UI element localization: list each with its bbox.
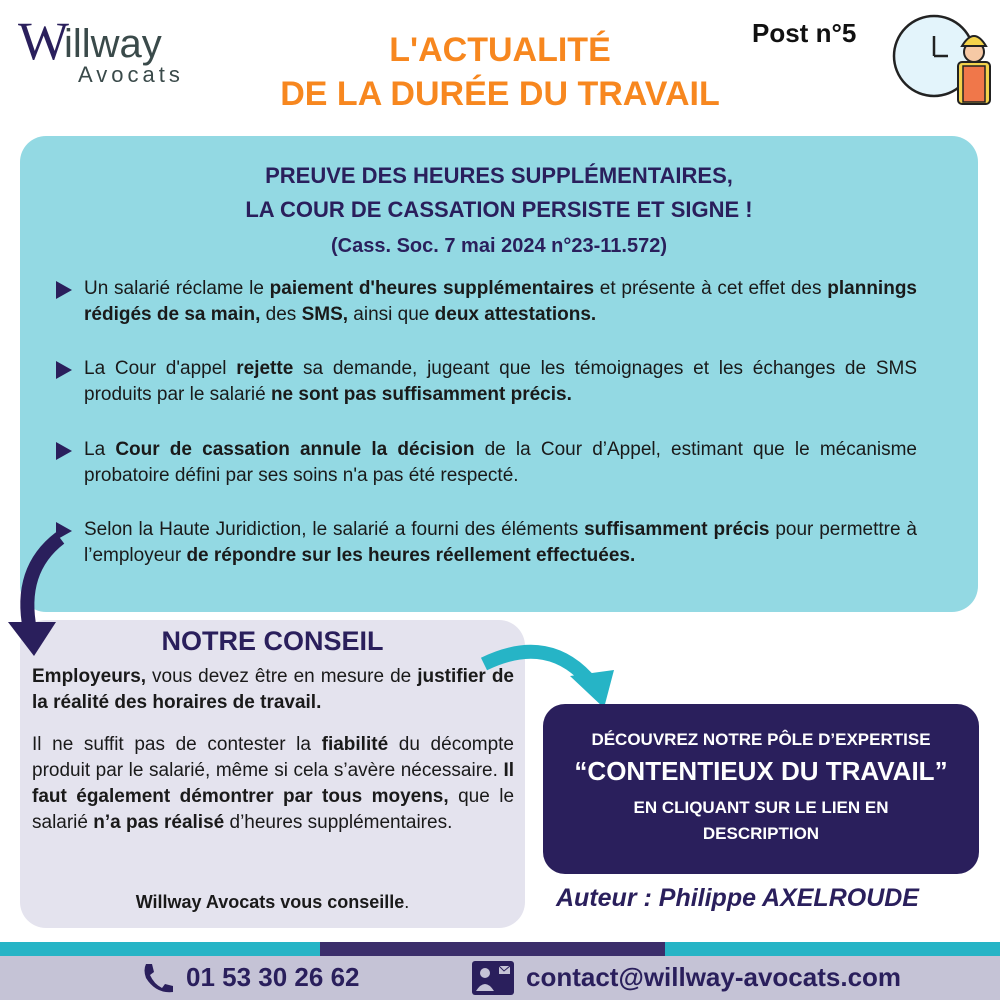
title-line2: DE LA DURÉE DU TRAVAIL [280, 75, 720, 113]
cta-line3b: DESCRIPTION [702, 824, 820, 843]
bullet-triangle-icon [56, 281, 72, 299]
logo-avocats: Avocats [78, 62, 184, 87]
bold-text: de répondre sur les heures réellement effectuées. [186, 545, 636, 566]
contact-card-icon [472, 961, 514, 995]
text: Selon la Haute Juridiction, le salarié a fourni des éléments [84, 519, 585, 540]
case-heading-line1: PREUVE DES HEURES SUPPLÉMENTAIRES, [265, 163, 733, 188]
case-reference: (Cass. Soc. 7 mai 2024 n°23-11.572) [331, 235, 667, 257]
text: des [260, 304, 302, 325]
logo-illway: illway [64, 22, 162, 66]
curved-arrow-down-icon [0, 530, 80, 660]
bold-text: justifier de la réalité des horaires de travail. [32, 666, 514, 713]
case-bullet [84, 356, 917, 408]
case-summary-box [20, 136, 978, 612]
case-bullet [84, 517, 917, 569]
bold-text: rejette [236, 358, 294, 379]
text: Un salarié réclame le [84, 278, 270, 299]
bold-text: suffisamment précis [584, 519, 770, 540]
text: et présente à cet effet des [594, 278, 828, 299]
bullet-triangle-icon [56, 442, 72, 460]
advice-signature [20, 892, 525, 913]
case-bullet [84, 437, 917, 489]
footer [0, 956, 1000, 1000]
bold-text: deux attestations. [434, 304, 597, 325]
bold-text: SMS, [301, 304, 349, 325]
expertise-link-box[interactable] [543, 704, 979, 874]
bold-text: Employeurs, [32, 666, 147, 687]
phone-icon [142, 962, 176, 994]
bold-text: Il faut également démontrer par tous moyens, [32, 760, 514, 807]
signature-end: . [404, 892, 410, 912]
case-heading-line2: LA COUR DE CASSATION PERSISTE ET SIGNE ! [245, 197, 753, 222]
case-bullet [84, 276, 917, 328]
clock-worker-icon [890, 10, 992, 106]
cta-line3 [543, 795, 979, 847]
text: vous devez être en mesure de [146, 666, 418, 687]
text: du décompte produit par le salarié, même si cela s’avère nécessaire. [32, 734, 514, 781]
bullet-triangle-icon [56, 361, 72, 379]
cta-line1: DÉCOUVREZ NOTRE PÔLE D’EXPERTISE [591, 730, 931, 749]
email-address[interactable]: contact@willway-avocats.com [526, 962, 902, 992]
author: Auteur : Philippe AXELROUDE [556, 884, 919, 912]
footer-stripe-teal [0, 942, 320, 956]
text: pour permettre à l’employeur [84, 519, 917, 566]
text: sa demande, jugeant que les témoignages et les échanges de SMS produits par le salarié [84, 358, 917, 405]
phone-number[interactable]: 01 53 30 26 62 [186, 962, 360, 992]
bold-text: plannings rédigés de sa main, [84, 278, 917, 325]
cta-line2: “CONTENTIEUX DU TRAVAIL” [574, 756, 948, 786]
advice-paragraph [32, 732, 514, 836]
footer-stripe-teal-right [665, 942, 1000, 956]
bold-text: Cour de cassation annule la décision [115, 439, 475, 460]
bold-text: fiabilité [321, 734, 389, 755]
text: Il ne suffit pas de contester la [32, 734, 322, 755]
text: La Cour d'appel [84, 358, 237, 379]
advice-title: NOTRE CONSEIL [161, 626, 384, 656]
footer-stripe-purple [320, 942, 665, 956]
title-line1: L'ACTUALITÉ [389, 31, 611, 69]
text: que le salarié [32, 786, 515, 833]
bold-text: ne sont pas suffisamment précis. [270, 384, 572, 405]
post-number: Post n°5 [752, 18, 857, 48]
text: de la Cour d’Appel, estimant que le mécanisme probatoire défini par ses soins n'a pas été respecté. [84, 439, 917, 486]
willway-logo [18, 10, 208, 90]
advice-box [20, 620, 525, 928]
text: d’heures supplémentaires. [224, 812, 453, 833]
page-title [200, 28, 800, 116]
bold-text: paiement d'heures supplémentaires [269, 278, 595, 299]
advice-paragraph [32, 664, 514, 716]
logo-w: W [18, 11, 65, 71]
text: La [84, 439, 116, 460]
cta-line3a: EN CLIQUANT SUR LE LIEN EN [633, 798, 889, 817]
bold-text: n’a pas réalisé [93, 812, 225, 833]
text: ainsi que [348, 304, 435, 325]
signature-bold: Willway Avocats vous conseille [135, 892, 405, 912]
